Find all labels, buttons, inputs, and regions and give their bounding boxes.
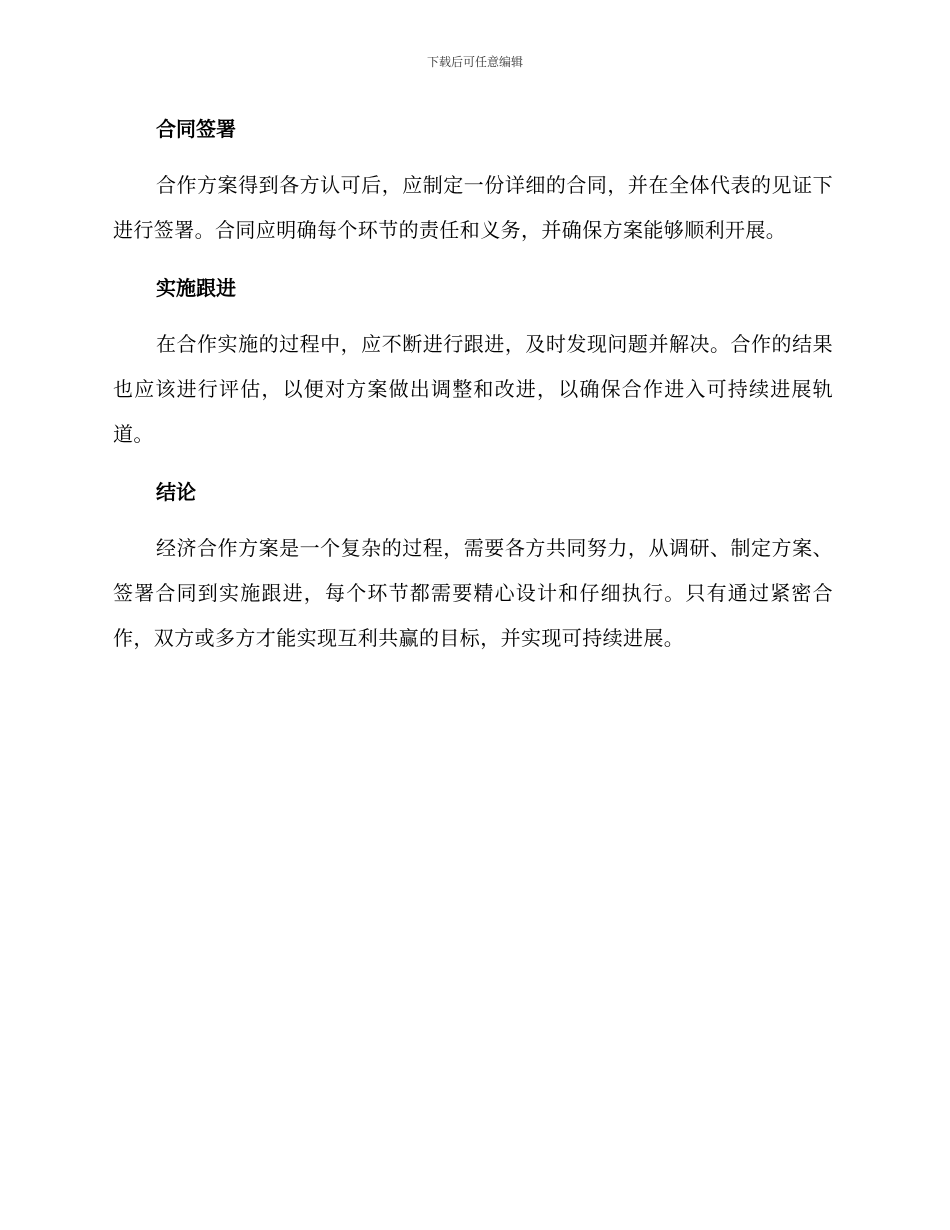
page-header: 下载后可任意编辑 (426, 55, 523, 69)
section-conclusion (113, 469, 833, 661)
section-contract-signing (113, 106, 833, 253)
document-body (113, 106, 833, 673)
section-implementation-followup (113, 265, 833, 457)
section-paragraph: 经济合作方案是一个复杂的过程，需要各方共同努力，从调研、制定方案、签署合同到实施跟进，每个环节都需要精心设计和仔细执行。只有通过紧密合作，双方或多方才能实现互利共赢的目标，并实现可持续进展。 (113, 536, 833, 650)
section-paragraph: 合作方案得到各方认可后，应制定一份详细的合同，并在全体代表的见证下进行签署。合同应明确每个环节的责任和义务，并确保方案能够顺利开展。 (113, 173, 833, 242)
section-heading: 实施跟进 (156, 276, 236, 300)
section-paragraph: 在合作实施的过程中，应不断进行跟进，及时发现问题并解决。合作的结果也应该进行评估，以便对方案做出调整和改进，以确保合作进入可持续进展轨道。 (113, 332, 833, 446)
section-heading: 结论 (156, 480, 196, 504)
section-heading: 合同签署 (156, 117, 236, 141)
